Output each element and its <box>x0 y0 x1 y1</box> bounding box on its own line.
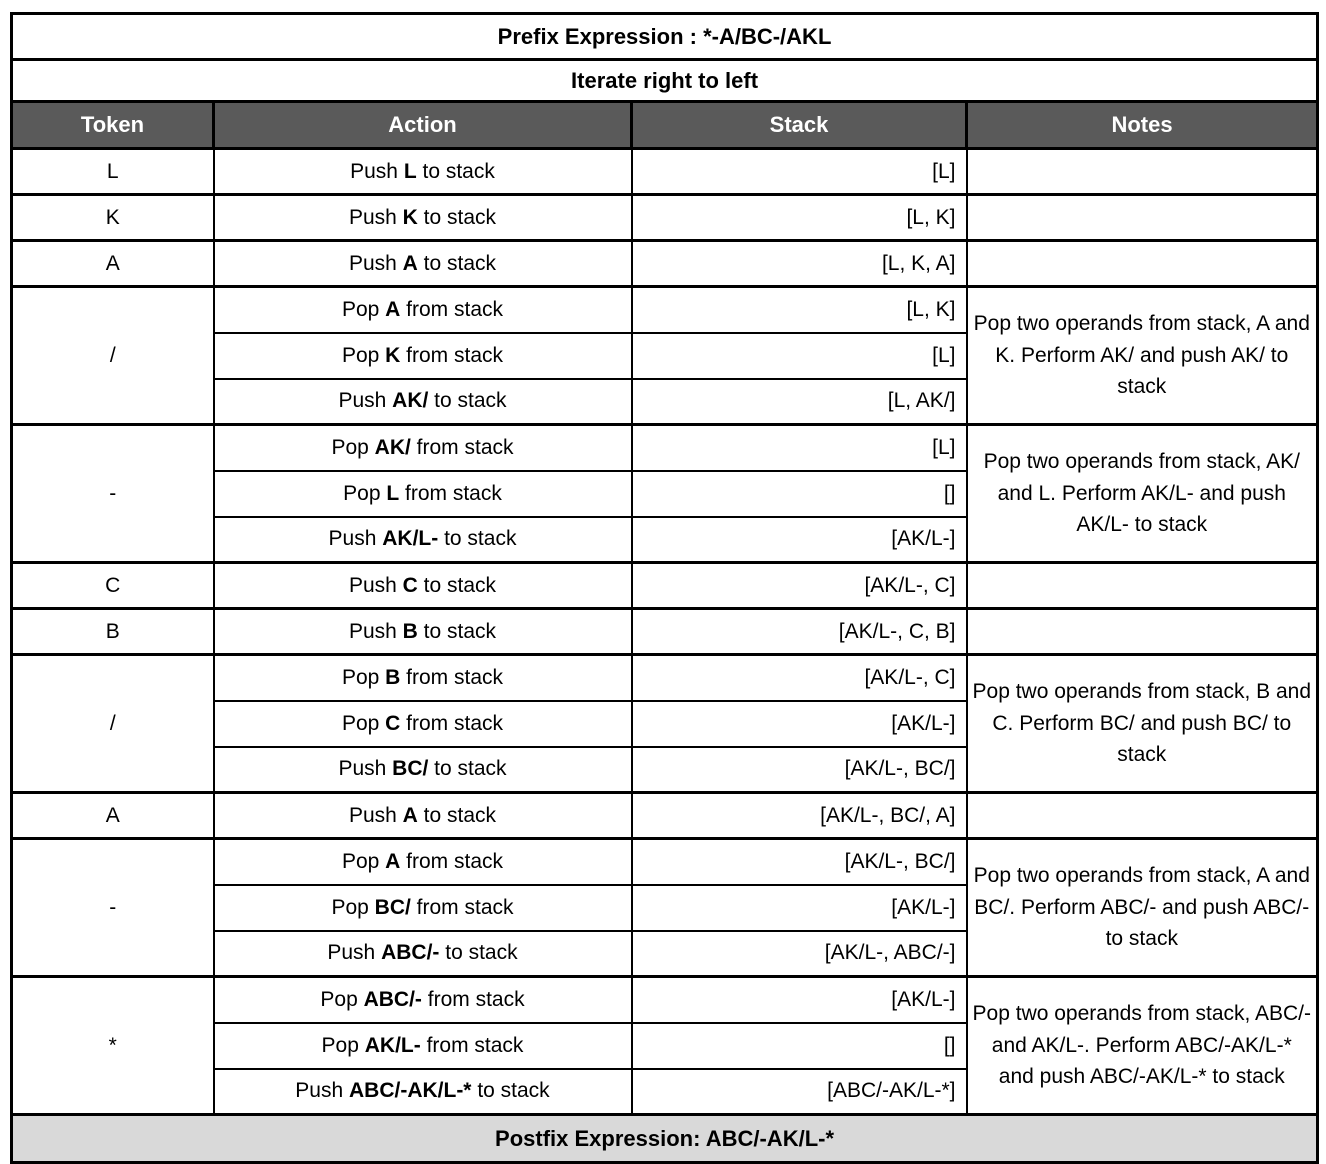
action-cell <box>214 977 632 1023</box>
action-operand: BC/ <box>374 895 411 919</box>
postfix-result: Postfix Expression: ABC/-AK/L-* <box>12 1115 1318 1163</box>
stack-cell: [AK/L-, BC/] <box>632 839 967 885</box>
action-text: Push <box>348 619 403 643</box>
stack-cell: [AK/L-] <box>632 701 967 747</box>
action-text: Push <box>348 251 403 275</box>
action-text: Pop <box>331 435 375 459</box>
action-cell <box>214 1023 632 1069</box>
action-text: from stack <box>399 481 502 505</box>
action-operand: BC/ <box>392 757 429 781</box>
token-cell: K <box>12 195 214 241</box>
action-operand: A <box>385 297 401 321</box>
table-row <box>12 839 1318 885</box>
action-text: to stack <box>417 619 497 643</box>
stack-cell: [AK/L-, C] <box>632 563 967 609</box>
action-text: Push <box>295 1079 349 1103</box>
action-text: Push <box>327 941 382 965</box>
column-header-notes: Notes <box>967 102 1318 149</box>
token-cell: / <box>12 287 214 425</box>
action-operand: AK/ <box>392 389 429 413</box>
token-cell: - <box>12 425 214 563</box>
token-cell: / <box>12 655 214 793</box>
stack-cell: [L, K] <box>632 195 967 241</box>
action-text: from stack <box>400 343 504 367</box>
stack-cell: [L] <box>632 425 967 471</box>
action-operand: AK/L- <box>382 527 439 551</box>
table-row <box>12 977 1318 1023</box>
action-cell <box>214 931 632 977</box>
action-operand: L <box>386 481 400 505</box>
action-cell <box>214 885 632 931</box>
action-text: Pop <box>343 481 387 505</box>
action-text: to stack <box>416 159 495 183</box>
stack-cell: [L, K] <box>632 287 967 333</box>
action-text: from stack <box>400 297 504 321</box>
action-operand: B <box>385 665 401 689</box>
table-subtitle: Iterate right to left <box>12 60 1318 102</box>
action-cell <box>214 839 632 885</box>
notes-cell: Pop two operands from stack, A and K. Perform AK/ and push AK/ to stack <box>967 287 1318 425</box>
action-text: Pop <box>341 297 386 321</box>
notes-cell: Pop two operands from stack, AK/ and L. Perform AK/L- and push AK/L- to stack <box>967 425 1318 563</box>
action-text: Push <box>348 573 403 597</box>
action-text: Push <box>338 389 393 413</box>
notes-cell <box>967 149 1318 195</box>
token-cell: C <box>12 563 214 609</box>
action-text: Push <box>350 159 404 183</box>
action-text: to stack <box>417 573 497 597</box>
stack-cell: [] <box>632 1023 967 1069</box>
action-text: to stack <box>439 941 518 965</box>
action-operand: K <box>402 205 418 229</box>
stack-cell: [AK/L-, BC/] <box>632 747 967 793</box>
column-header-stack: Stack <box>632 102 967 149</box>
stack-cell: [ABC/-AK/L-*] <box>632 1069 967 1115</box>
notes-cell <box>967 241 1318 287</box>
action-operand: AK/ <box>374 435 411 459</box>
action-cell <box>214 793 632 839</box>
stack-cell: [L, K, A] <box>632 241 967 287</box>
action-text: to stack <box>428 757 507 781</box>
action-cell <box>214 563 632 609</box>
table-row <box>12 14 1318 60</box>
table-row <box>12 793 1318 839</box>
stack-cell: [AK/L-, ABC/-] <box>632 931 967 977</box>
action-text: from stack <box>410 435 514 459</box>
header-row <box>12 102 1318 149</box>
action-cell <box>214 241 632 287</box>
action-operand: A <box>402 803 418 827</box>
table-row <box>12 287 1318 333</box>
action-text: Pop <box>341 343 386 367</box>
token-cell: * <box>12 977 214 1115</box>
action-operand: ABC/-AK/L-* <box>349 1079 472 1103</box>
action-text: to stack <box>417 803 497 827</box>
footer-row <box>12 1115 1318 1163</box>
action-text: Pop <box>321 1033 365 1057</box>
stack-cell: [L] <box>632 333 967 379</box>
token-cell: B <box>12 609 214 655</box>
action-text: to stack <box>417 205 497 229</box>
stack-cell: [AK/L-, C, B] <box>632 609 967 655</box>
action-operand: A <box>385 849 401 873</box>
action-operand: AK/L- <box>364 1033 421 1057</box>
table-row <box>12 195 1318 241</box>
action-cell <box>214 287 632 333</box>
action-operand: K <box>385 343 401 367</box>
action-cell <box>214 655 632 701</box>
notes-cell <box>967 195 1318 241</box>
action-text: Push <box>348 205 403 229</box>
notes-cell: Pop two operands from stack, ABC/- and AK/L-. Perform ABC/-AK/L-* and push ABC/-AK/L-* to stack <box>967 977 1318 1115</box>
action-operand: ABC/- <box>363 987 422 1011</box>
action-text: to stack <box>471 1079 550 1103</box>
stack-cell: [AK/L-, C] <box>632 655 967 701</box>
table-row <box>12 655 1318 701</box>
stack-cell: [AK/L-] <box>632 885 967 931</box>
notes-cell: Pop two operands from stack, A and BC/. Perform ABC/- and push ABC/-to stack <box>967 839 1318 977</box>
action-operand: L <box>403 159 417 183</box>
action-cell <box>214 379 632 425</box>
action-cell <box>214 471 632 517</box>
action-cell <box>214 701 632 747</box>
table-title: Prefix Expression : *-A/BC-/AKL <box>12 14 1318 60</box>
action-text: to stack <box>438 527 517 551</box>
action-text: Pop <box>331 895 375 919</box>
action-text: Pop <box>320 987 364 1011</box>
stack-cell: [] <box>632 471 967 517</box>
action-cell <box>214 149 632 195</box>
action-text: Pop <box>341 711 386 735</box>
token-cell: A <box>12 793 214 839</box>
action-cell <box>214 195 632 241</box>
action-cell <box>214 517 632 563</box>
action-text: Pop <box>341 849 386 873</box>
action-operand: ABC/- <box>381 941 440 965</box>
action-cell <box>214 425 632 471</box>
table-row <box>12 241 1318 287</box>
stack-cell: [AK/L-, BC/, A] <box>632 793 967 839</box>
token-cell: L <box>12 149 214 195</box>
action-text: to stack <box>428 389 507 413</box>
action-text: Pop <box>341 665 386 689</box>
action-operand: A <box>402 251 418 275</box>
action-text: to stack <box>417 251 497 275</box>
column-header-token: Token <box>12 102 214 149</box>
action-text: from stack <box>400 665 504 689</box>
action-text: from stack <box>421 987 525 1011</box>
token-cell: - <box>12 839 214 977</box>
action-operand: C <box>402 573 418 597</box>
action-cell <box>214 1069 632 1115</box>
stack-cell: [L, AK/] <box>632 379 967 425</box>
column-header-action: Action <box>214 102 632 149</box>
notes-cell: Pop two operands from stack, B and C. Perform BC/ and push BC/ to stack <box>967 655 1318 793</box>
action-operand: B <box>402 619 418 643</box>
action-text: from stack <box>420 1033 524 1057</box>
notes-cell <box>967 793 1318 839</box>
stack-cell: [L] <box>632 149 967 195</box>
table-row <box>12 609 1318 655</box>
action-text: from stack <box>400 711 504 735</box>
action-operand: C <box>385 711 401 735</box>
stack-cell: [AK/L-] <box>632 977 967 1023</box>
action-text: Push <box>348 803 403 827</box>
stack-cell: [AK/L-] <box>632 517 967 563</box>
table-row <box>12 149 1318 195</box>
notes-cell <box>967 609 1318 655</box>
action-cell <box>214 333 632 379</box>
action-text: from stack <box>400 849 504 873</box>
table-row <box>12 60 1318 102</box>
action-text: from stack <box>410 895 514 919</box>
table-row <box>12 563 1318 609</box>
action-cell <box>214 747 632 793</box>
prefix-to-postfix-table <box>10 12 1319 1164</box>
action-text: Push <box>328 527 383 551</box>
action-text: Push <box>338 757 393 781</box>
action-cell <box>214 609 632 655</box>
token-cell: A <box>12 241 214 287</box>
table-row <box>12 425 1318 471</box>
notes-cell <box>967 563 1318 609</box>
